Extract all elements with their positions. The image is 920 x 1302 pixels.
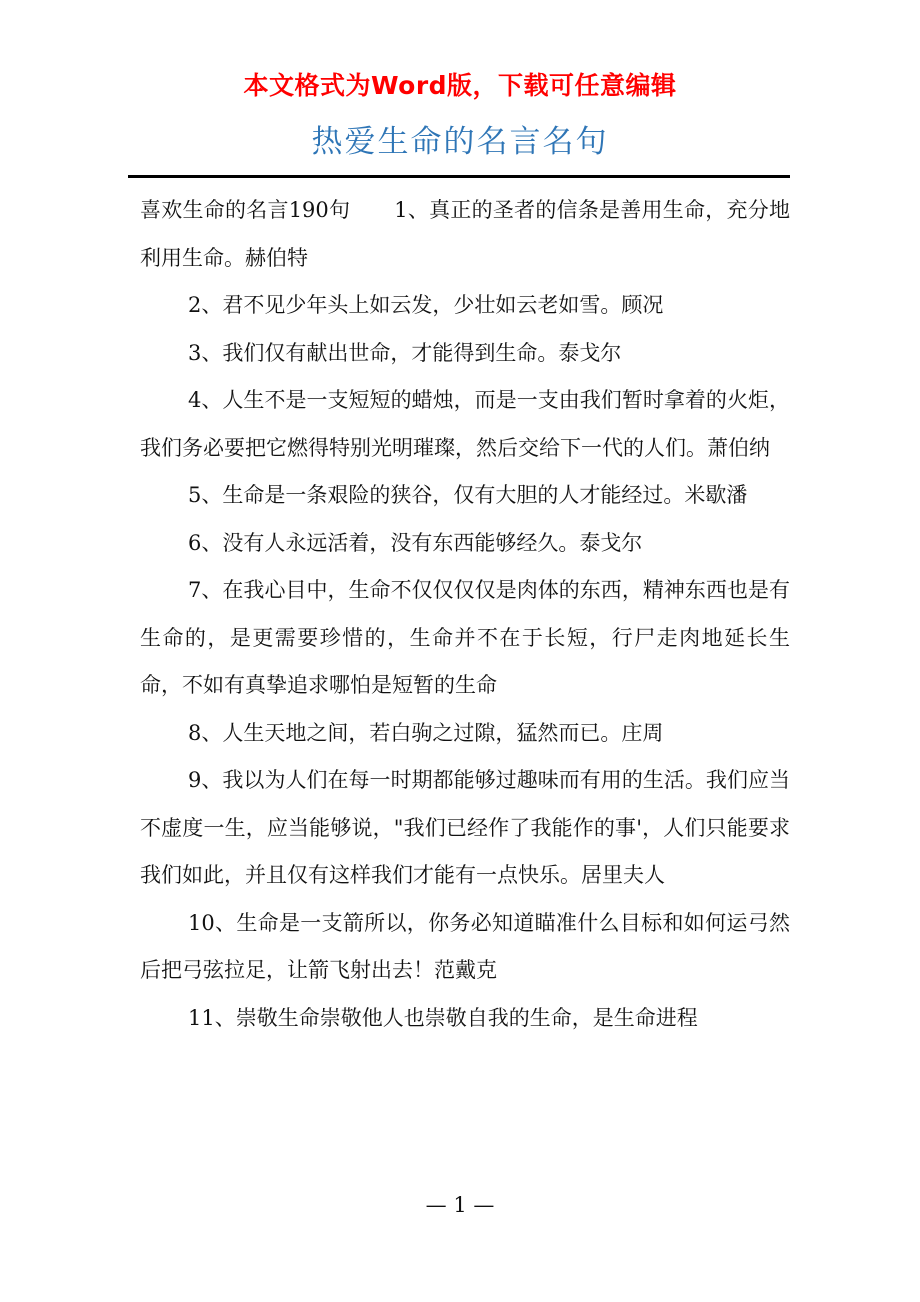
quote-number: 2、 (188, 293, 223, 317)
quote-number: 7、 (188, 578, 223, 602)
intro-heading: 喜欢生命的名言190句 (140, 198, 351, 222)
quote-text: 我们仅有献出世命，才能得到生命。泰戈尔 (222, 340, 622, 365)
title-divider (128, 175, 790, 178)
quote-number: 3、 (188, 340, 223, 365)
quote-text: 生命是一支箭所以，你务必知道瞄准什么目标和如何运弓然后把弓弦拉足，让箭飞射出去！范戴克 (140, 910, 790, 982)
document-body (140, 187, 790, 1042)
paragraph-9 (140, 757, 790, 900)
paragraph-7 (140, 567, 790, 710)
paragraph-3 (140, 330, 790, 378)
paragraph-2 (140, 282, 790, 330)
quote-text: 生命是一条艰险的狭谷，仅有大胆的人才能经过。米歇潘 (222, 483, 748, 507)
quote-text: 我以为人们在每一时期都能够过趣味而有用的生活。我们应当不虚度一生，应当能够说，"我们已经作了我能作的事'，人们只能要求我们如此，并且仅有这样我们才能有一点快乐。居里夫人 (140, 768, 790, 887)
quote-number: 1、 (394, 198, 430, 222)
quote-number: 8、 (188, 720, 223, 745)
quote-number: 11、 (188, 1005, 236, 1030)
quote-text: 在我心目中，生命不仅仅仅仅是肉体的东西，精神东西也是有生命的，是更需要珍惜的，生命并不在于长短，行尸走肉地延长生命，不如有真挚追求哪怕是短暂的生命 (140, 578, 790, 697)
quote-text: 没有人永远活着，没有东西能够经久。泰戈尔 (222, 530, 643, 555)
quote-text: 人生不是一支短短的蜡烛，而是一支由我们暂时拿着的火炬，我们务必要把它燃得特别光明璀璨，然后交给下一代的人们。萧伯纳 (140, 388, 790, 460)
quote-text: 人生天地之间，若白驹之过隙，猛然而已。庄周 (222, 720, 664, 745)
document-title: 热爱生命的名言名句 (311, 124, 609, 160)
quote-number: 6、 (188, 530, 223, 555)
paragraph-11 (140, 995, 790, 1043)
quote-number: 10、 (188, 910, 237, 935)
paragraph-6 (140, 520, 790, 568)
quote-number: 9、 (188, 768, 223, 792)
paragraph-10 (140, 900, 790, 995)
quote-text: 崇敬生命崇敬他人也崇敬自我的生命，是生命进程 (235, 1005, 698, 1030)
editable-format-banner: 本文格式为Word版，下载可任意编辑 (243, 71, 677, 100)
quote-number: 5、 (188, 483, 223, 507)
paragraph-4 (140, 377, 790, 472)
paragraph-8 (140, 710, 790, 758)
quote-number: 4、 (188, 388, 223, 412)
quote-text: 君不见少年头上如云发，少壮如云老如雪。顾况 (222, 293, 664, 317)
page-number: — 1 — (425, 1193, 495, 1217)
paragraph-1 (140, 187, 790, 282)
quote-text: 真正的圣者的信条是善用生命，充分地利用生命。赫伯特 (140, 198, 790, 270)
paragraph-5 (140, 472, 790, 520)
